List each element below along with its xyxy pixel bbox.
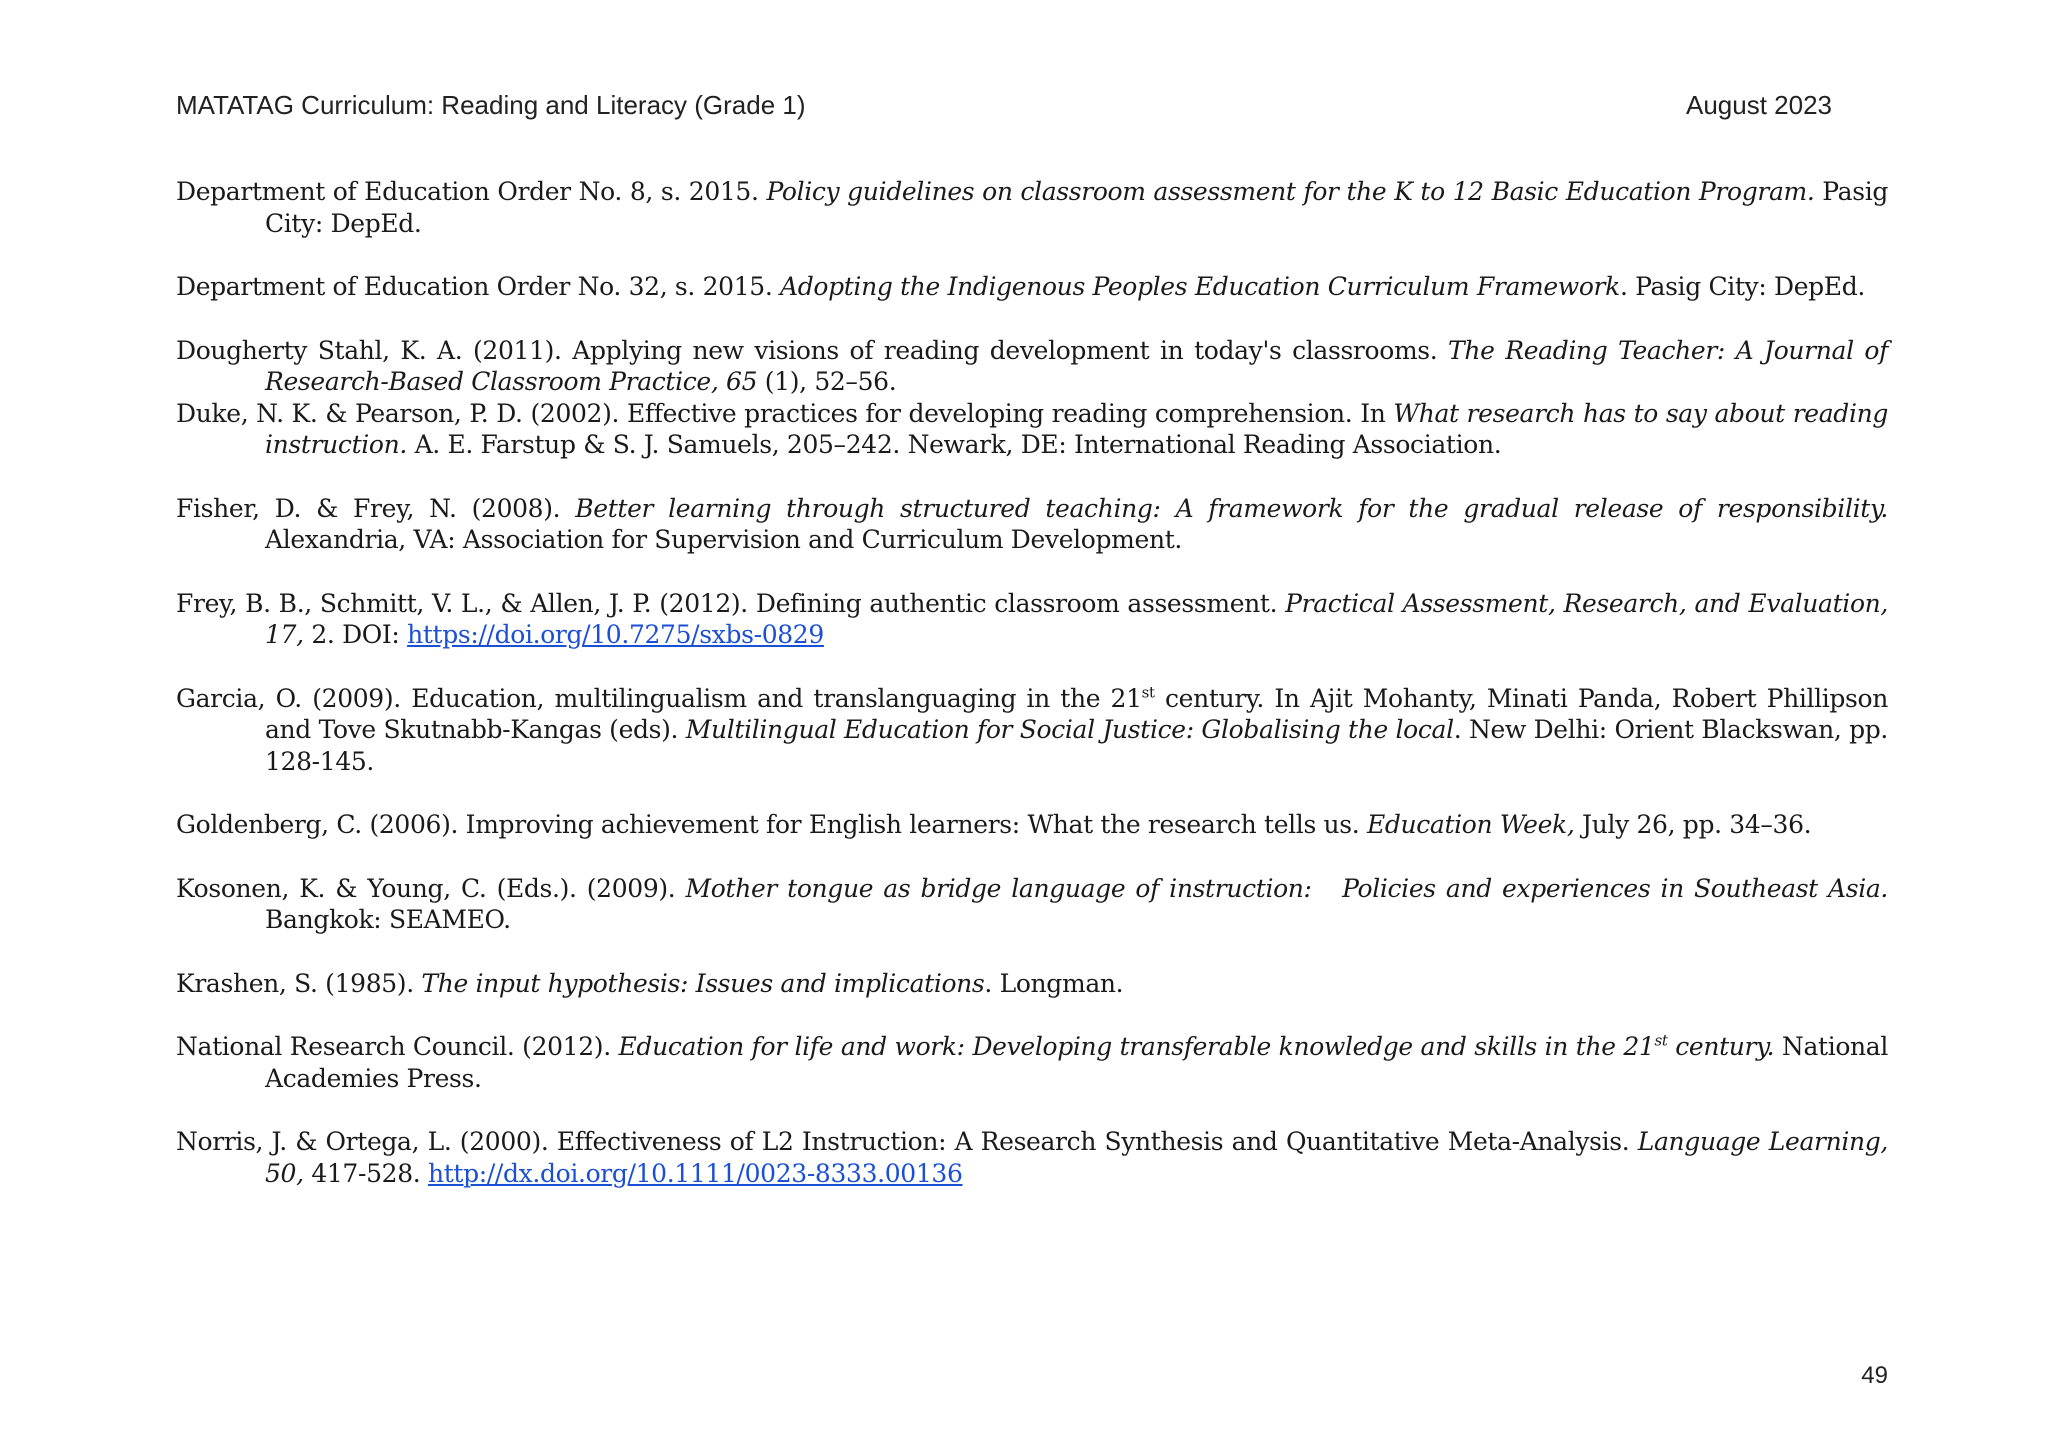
reference-text: July 26, pp. 34–36. — [1574, 810, 1812, 839]
reference-list — [176, 176, 1888, 1221]
reference-text: Alexandria, VA: Association for Supervision and Curriculum Development. — [265, 525, 1182, 554]
reference-text: Pasig City: DepEd. — [265, 177, 1888, 238]
doi-link[interactable]: https://doi.org/10.7275/sxbs-0829 — [407, 620, 824, 649]
reference-text: Dougherty Stahl, K. A. (2011). Applying new visions of reading development in today's classrooms. — [176, 335, 1449, 365]
superscript: st — [1141, 683, 1155, 702]
reference-item — [176, 968, 1888, 1000]
reference-text: Duke, N. K. & Pearson, P. D. (2002). Effective practices for developing reading comprehension. In — [176, 398, 1394, 428]
reference-item — [176, 1031, 1888, 1094]
reference-text: Norris, J. & Ortega, L. (2000). Effectiveness of L2 Instruction: A Research Synthesis and Quantitative Meta-Analysis. — [176, 1127, 1638, 1156]
reference-text: Goldenberg, C. (2006). Improving achievement for English learners: What the research tells us. — [176, 810, 1367, 839]
reference-item — [176, 176, 1888, 239]
reference-item — [176, 335, 1888, 398]
reference-text: 2. DOI: — [303, 620, 408, 649]
reference-title: century. — [1667, 1032, 1775, 1061]
reference-item — [176, 493, 1888, 556]
reference-title: Mother tongue as bridge language of instruction: Policies and experiences in Southeast Asia. — [685, 873, 1888, 903]
reference-title: Practical Assessment, Research, and Evaluation, 17, — [265, 588, 1888, 649]
reference-text: Bangkok: SEAMEO. — [265, 905, 511, 934]
reference-title: Adopting the Indigenous Peoples Education Curriculum Framework — [780, 272, 1620, 301]
reference-title: The input hypothesis: Issues and implications — [421, 968, 985, 998]
reference-item — [176, 398, 1888, 461]
reference-text: (1), 52–56. — [757, 367, 897, 396]
page-number: 49 — [1861, 1362, 1888, 1389]
reference-title: Education Week, — [1366, 810, 1575, 839]
reference-item — [176, 809, 1888, 841]
reference-text: 417-528. — [303, 1158, 428, 1188]
reference-text: . Longman. — [984, 968, 1124, 998]
reference-item — [176, 683, 1888, 778]
reference-title: Better learning through structured teaching: A framework for the gradual release of responsibility. — [575, 493, 1888, 523]
reference-text: century. In Ajit Mohanty, Minati Panda, Robert Phillipson and Tove Skutnabb-Kangas (eds). — [265, 683, 1888, 744]
reference-text: . Pasig City: DepEd. — [1619, 272, 1865, 301]
reference-title: Multilingual Education for Social Justice: Globalising the local — [685, 715, 1454, 744]
reference-title: What research has to say about reading instruction. — [265, 398, 1888, 459]
document-title: MATATAG Curriculum: Reading and Literacy (Grade 1) — [176, 90, 806, 120]
doi-link[interactable]: http://dx.doi.org/10.1111/0023-8333.00136 — [427, 1158, 963, 1188]
reference-title: Policy guidelines on classroom assessment for the K to 12 Basic Education Program. — [766, 177, 1815, 206]
reference-text: . New Delhi: Orient Blackswan, pp. 128-145. — [265, 715, 1888, 776]
reference-title: Education for life and work: Developing transferable knowledge and skills in the 21 — [618, 1032, 1655, 1061]
reference-title: The Reading Teacher: A Journal of Research-Based Classroom Practice, 65 — [265, 335, 1888, 396]
reference-text: Garcia, O. (2009). Education, multilingualism and translanguaging in the 21 — [176, 683, 1142, 713]
reference-text: Frey, B. B., Schmitt, V. L., & Allen, J. P. (2012). Defining authentic classroom assessment. — [176, 588, 1286, 618]
reference-text: A. E. Farstup & S. J. Samuels, 205–242. Newark, DE: International Reading Association. — [406, 430, 1502, 459]
document-date: August 2023 — [1685, 90, 1832, 120]
reference-text: Department of Education Order No. 32, s. 2015. — [176, 272, 781, 301]
reference-item — [176, 1126, 1888, 1189]
reference-text: Kosonen, K. & Young, C. (Eds.). (2009). — [176, 873, 686, 903]
reference-item — [176, 873, 1888, 936]
reference-title: Language Learning, 50, — [265, 1127, 1888, 1188]
reference-text: Krashen, S. (1985). — [176, 968, 422, 998]
superscript: st — [1654, 1031, 1668, 1050]
reference-text: Fisher, D. & Frey, N. (2008). — [176, 493, 576, 523]
page-header — [176, 90, 1832, 120]
reference-text: National Research Council. (2012). — [176, 1032, 619, 1061]
reference-text: Department of Education Order No. 8, s. 2015. — [176, 177, 767, 206]
reference-item — [176, 588, 1888, 651]
reference-text: National Academies Press. — [265, 1032, 1889, 1093]
reference-item — [176, 271, 1888, 303]
